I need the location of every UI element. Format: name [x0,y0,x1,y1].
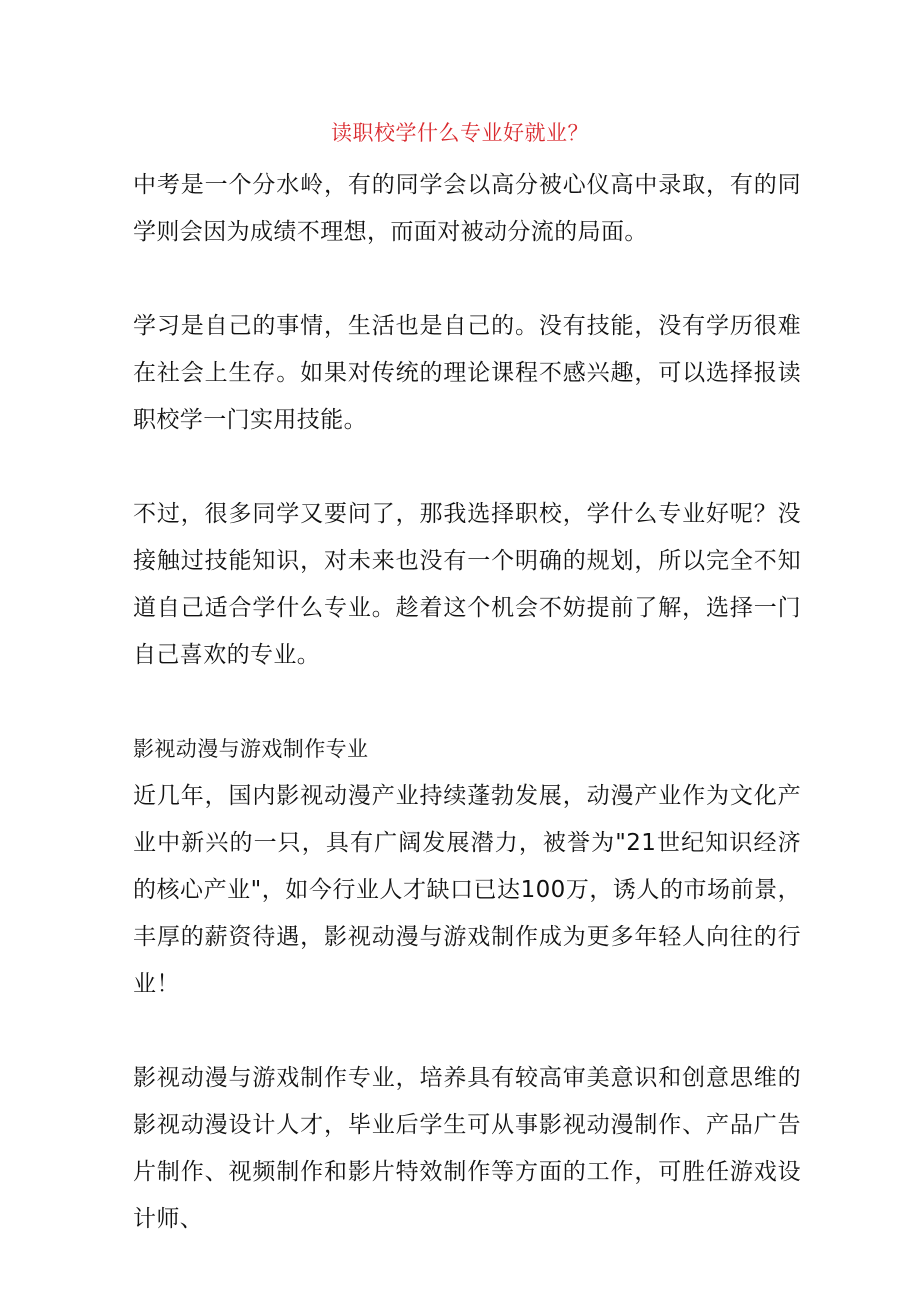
paragraph-major: 影视动漫与游戏制作专业，培养具有较高审美意识和创意思维的影视动漫设计人才，毕业后学生可从事影视动漫制作、产品广告片制作、视频制作和影片特效制作等方面的工作，可胜任游戏设计师、 [133,1065,801,1232]
document-body [133,162,801,1243]
section-heading: 影视动漫与游戏制作专业 [133,737,369,761]
paragraph-industry: 近几年，国内影视动漫产业持续蓬勃发展，动漫产业作为文化产业中新兴的一只，具有广阔发展潜力，被誉为"21世纪知识经济的核心产业"，如今行业人才缺口已达100万，诱人的市场前景，丰厚的薪资待遇，影视动漫与游戏制作成为更多年轻人向往的行业！ [133,783,801,997]
paragraph-question: 不过，很多同学又要问了，那我选择职校，学什么专业好呢？没接触过技能知识，对未来也没有一个明确的规划，所以完全不知道自己适合学什么专业。趁着这个机会不妨提前了解，选择一门自己喜欢的专业。 [133,501,801,668]
paragraph-skills: 学习是自己的事情，生活也是自己的。没有技能，没有学历很难在社会上生存。如果对传统的理论课程不感兴趣，可以选择报读职校学一门实用技能。 [133,313,801,433]
paragraph-intro: 中考是一个分水岭，有的同学会以高分被心仪高中录取，有的同学则会因为成绩不理想，而面对被动分流的局面。 [133,172,801,245]
document-title: 读职校学什么专业好就业？ [331,121,589,145]
